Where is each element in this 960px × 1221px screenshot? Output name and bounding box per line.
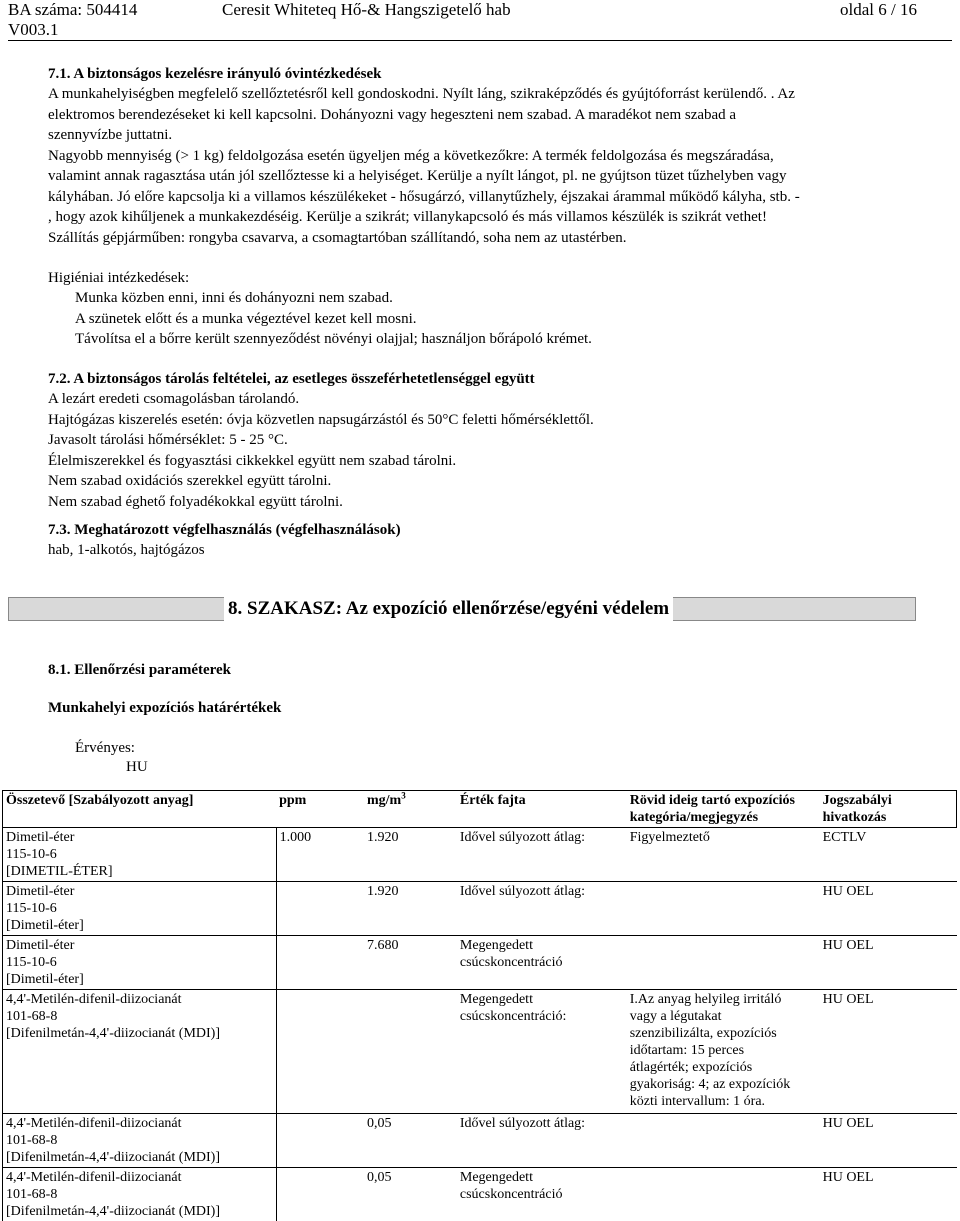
cell-component: 4,4'-Metilén-difenil-diizocianát 101-68-8 [Difenilmetán-4,4'-diizocianát (MDI)] — [3, 1114, 277, 1168]
exposure-table — [2, 790, 957, 1221]
table-header-row — [3, 791, 957, 828]
s72-line: Élelmiszerekkel és fogyasztási cikkekkel együtt nem szabad tárolni. — [48, 451, 456, 472]
cell-note — [627, 1168, 820, 1221]
s71-line: A munkahelyiségben megfelelő szellőztetésről kell gondoskodni. Nyílt láng, szikraképződés és gyújtóforrást kerülendő. . Az — [48, 84, 795, 105]
cell-mgm3: 0,05 — [364, 1168, 457, 1221]
table-row — [3, 1168, 957, 1221]
cell-note: Figyelmeztető — [627, 828, 820, 882]
cell-value-type: Idővel súlyozott átlag: — [457, 828, 627, 882]
table-row — [3, 936, 957, 990]
page-number: oldal 6 / 16 — [840, 0, 917, 20]
s71-line: Nagyobb mennyiség (> 1 kg) feldolgozása esetén ügyeljen még a következőkre: A termék feldolgozása és megszáradása, — [48, 146, 774, 167]
s71-line: elektromos berendezéseket ki kell kapcsolni. Dohányozni vagy hegeszteni nem szabad. A maradékot nem szabad a — [48, 105, 736, 126]
col-ppm: ppm — [276, 791, 364, 828]
exposure-limits-title: Munkahelyi expozíciós határértékek — [48, 698, 281, 719]
s71-line: kályhában. Jó előre kapcsolja ki a villamos készülékeket - hősugárzó, villanytűzhely, éjszakai árammal működő kályha, stb. - — [48, 187, 800, 208]
cell-legal-ref: HU OEL — [820, 936, 957, 990]
section-8-banner — [8, 597, 916, 621]
page-header — [8, 0, 952, 40]
cell-legal-ref: ECTLV — [820, 828, 957, 882]
s72-line: Nem szabad éghető folyadékokkal együtt tárolni. — [48, 492, 343, 513]
cell-ppm — [276, 1168, 364, 1221]
header-divider — [8, 40, 952, 41]
s72-line: Javasolt tárolási hőmérséklet: 5 - 25 °C. — [48, 430, 288, 451]
cell-ppm: 1.000 — [276, 828, 364, 882]
cell-ppm — [276, 1114, 364, 1168]
section-7-1-title: 7.1. A biztonságos kezelésre irányuló óvintézkedések — [48, 64, 381, 85]
section-8-1-title: 8.1. Ellenőrzési paraméterek — [48, 660, 231, 681]
version: V003.1 — [8, 20, 59, 40]
s72-line: A lezárt eredeti csomagolásban tárolandó. — [48, 389, 299, 410]
hygiene-line: Távolítsa el a bőrre került szennyeződést növényi olajjal; használjon bőrápoló krémet. — [75, 329, 592, 350]
cell-note — [627, 882, 820, 936]
col-value-type: Érték fajta — [457, 791, 627, 828]
s71-line: valamint annak ragasztása után jól szellőztesse ki a helyiséget. Kerülje a nyílt lángot, pl. ne gyújtson tüzet tűzhelyben vagy — [48, 166, 787, 187]
product-name: Ceresit Whiteteq Hő-& Hangszigetelő hab — [222, 0, 511, 20]
s72-line: Hajtógázas kiszerelés esetén: óvja közvetlen napsugárzástól és 50°C feletti hőmérséklettől. — [48, 410, 594, 431]
cell-component: Dimetil-éter 115-10-6 [Dimetil-éter] — [3, 936, 277, 990]
cell-note — [627, 1114, 820, 1168]
cell-legal-ref: HU OEL — [820, 1114, 957, 1168]
ba-number: BA száma: 504414 — [8, 0, 137, 20]
section-7-3-title: 7.3. Meghatározott végfelhasználás (végfelhasználások) — [48, 520, 401, 541]
cell-legal-ref: HU OEL — [820, 990, 957, 1114]
col-legal-ref: Jogszabályi hivatkozás — [820, 791, 957, 828]
cell-value-type: Megengedett csúcskoncentráció — [457, 936, 627, 990]
s71-line: Szállítás gépjárműben: rongyba csavarva, a csomagtartóban szállítandó, soha nem az utastérben. — [48, 228, 627, 249]
cell-mgm3: 1.920 — [364, 828, 457, 882]
table-row — [3, 828, 957, 882]
s73-text: hab, 1-alkotós, hajtógázos — [48, 540, 205, 561]
valid-label: Érvényes: — [75, 738, 135, 759]
cell-note — [627, 936, 820, 990]
section-8-title: 8. SZAKASZ: Az expozíció ellenőrzése/egyéni védelem — [224, 597, 673, 621]
table-row — [3, 1114, 957, 1168]
cell-value-type: Megengedett csúcskoncentráció — [457, 1168, 627, 1221]
table-row — [3, 990, 957, 1114]
col-component: Összetevő [Szabályozott anyag] — [3, 791, 277, 828]
cell-mgm3: 0,05 — [364, 1114, 457, 1168]
cell-ppm — [276, 990, 364, 1114]
cell-mgm3: 7.680 — [364, 936, 457, 990]
section-7-2-title: 7.2. A biztonságos tárolás feltételei, az esetleges összeférhetetlenséggel együtt — [48, 369, 535, 390]
table-row — [3, 882, 957, 936]
cell-value-type: Idővel súlyozott átlag: — [457, 882, 627, 936]
s72-line: Nem szabad oxidációs szerekkel együtt tárolni. — [48, 471, 331, 492]
hygiene-line: A szünetek előtt és a munka végeztével kezet kell mosni. — [75, 309, 417, 330]
col-short-term: Rövid ideig tartó expozíciós kategória/megjegyzés — [627, 791, 820, 828]
valid-value: HU — [126, 757, 148, 778]
cell-legal-ref: HU OEL — [820, 882, 957, 936]
cell-ppm — [276, 936, 364, 990]
cell-value-type: Idővel súlyozott átlag: — [457, 1114, 627, 1168]
cell-value-type: Megengedett csúcskoncentráció: — [457, 990, 627, 1114]
cell-ppm — [276, 882, 364, 936]
cell-component: Dimetil-éter 115-10-6 [Dimetil-éter] — [3, 882, 277, 936]
cell-component: 4,4'-Metilén-difenil-diizocianát 101-68-8 [Difenilmetán-4,4'-diizocianát (MDI)] — [3, 1168, 277, 1221]
cell-note: I.Az anyag helyileg irritáló vagy a légutakat szenzibilizálta, expozíciós időtartam: 15 perces átlagérték; expozíciós gyakoriság: 4; az expozíciók közti intervallum: 1 óra. — [627, 990, 820, 1114]
cell-mgm3 — [364, 990, 457, 1114]
cell-legal-ref: HU OEL — [820, 1168, 957, 1221]
cell-component: Dimetil-éter 115-10-6 [DIMETIL-ÉTER] — [3, 828, 277, 882]
hygiene-title: Higiéniai intézkedések: — [48, 268, 189, 289]
cell-component: 4,4'-Metilén-difenil-diizocianát 101-68-8 [Difenilmetán-4,4'-diizocianát (MDI)] — [3, 990, 277, 1114]
col-mgm3: $mg/m^3$ — [364, 791, 457, 828]
cell-mgm3: 1.920 — [364, 882, 457, 936]
s71-line: szennyvízbe juttatni. — [48, 125, 172, 146]
hygiene-line: Munka közben enni, inni és dohányozni nem szabad. — [75, 288, 393, 309]
s71-line: , hogy azok kihűljenek a munkakezdéséig. Kerülje a szikrát; villanykapcsoló és más villamos készülék is szikrát vethet! — [48, 207, 767, 228]
